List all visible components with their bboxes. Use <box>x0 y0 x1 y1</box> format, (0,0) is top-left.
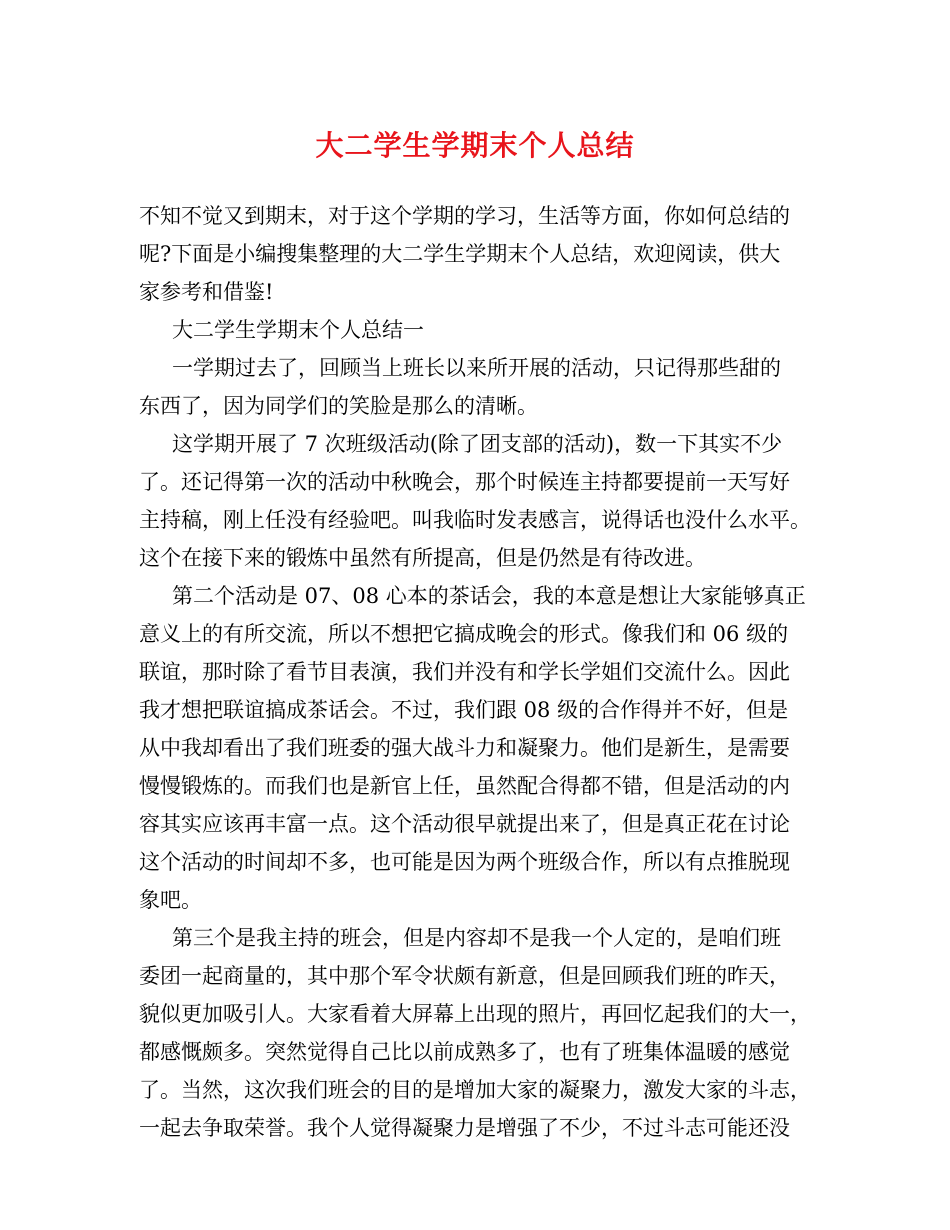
text-line: 慢慢锻炼的。而我们也是新官上任，虽然配合得都不错，但是活动的内 <box>139 774 790 798</box>
text-line: 东西了，因为同学们的笑脸是那么的清晰。 <box>139 394 538 418</box>
text-line: 我才想把联谊搞成茶话会。不过，我们跟 08 级的合作得并不好，但是 <box>139 698 789 722</box>
paragraph <box>139 197 811 311</box>
text-line: 意义上的有所交流，所以不想把它搞成晚会的形式。像我们和 06 级的 <box>139 622 789 646</box>
text-line: 貌似更加吸引人。大家看着大屏幕上出现的照片，再回忆起我们的大一， <box>139 1002 811 1026</box>
text-line: 容其实应该再丰富一点。这个活动很早就提出来了，但是真正花在讨论 <box>139 812 790 836</box>
text-line: 大二学生学期末个人总结一 <box>172 318 424 342</box>
paragraph <box>139 919 811 1147</box>
text-line: 呢?下面是小编搜集整理的大二学生学期末个人总结，欢迎阅读，供大 <box>139 242 781 266</box>
document-body <box>139 197 811 1147</box>
document-title: 大二学生学期末个人总结 <box>315 129 635 162</box>
paragraph <box>139 577 811 919</box>
text-line: 了。还记得第一次的活动中秋晚会，那个时候连主持都要提前一天写好 <box>139 470 790 494</box>
text-line: 从中我却看出了我们班委的强大战斗力和凝聚力。他们是新生，是需要 <box>139 736 790 760</box>
text-line: 第二个活动是 07、08 心本的茶话会，我的本意是想让大家能够真正 <box>172 584 806 608</box>
paragraph <box>139 311 811 349</box>
paragraph <box>139 425 811 577</box>
text-line: 一起去争取荣誉。我个人觉得凝聚力是增强了不少，不过斗志可能还没 <box>139 1116 790 1140</box>
text-line: 家参考和借鉴! <box>139 280 274 304</box>
text-line: 不知不觉又到期末，对于这个学期的学习，生活等方面，你如何总结的 <box>139 204 790 228</box>
text-line: 这学期开展了 7 次班级活动(除了团支部的活动)，数一下其实不少 <box>172 432 783 456</box>
text-line: 了。当然，这次我们班会的目的是增加大家的凝聚力，激发大家的斗志， <box>139 1078 811 1102</box>
text-line: 联谊，那时除了看节目表演，我们并没有和学长学姐们交流什么。因此 <box>139 660 790 684</box>
paragraph <box>139 349 811 425</box>
text-line: 都感慨颇多。突然觉得自己比以前成熟多了，也有了班集体温暖的感觉 <box>139 1040 790 1064</box>
text-line: 一学期过去了，回顾当上班长以来所开展的活动，只记得那些甜的 <box>172 356 781 380</box>
text-line: 第三个是我主持的班会，但是内容却不是我一个人定的，是咱们班 <box>172 926 781 950</box>
text-line: 委团一起商量的，其中那个军令状颇有新意，但是回顾我们班的昨天， <box>139 964 790 988</box>
text-line: 主持稿，刚上任没有经验吧。叫我临时发表感言，说得话也没什么水平。 <box>139 508 811 532</box>
text-line: 这个活动的时间却不多，也可能是因为两个班级合作，所以有点推脱现 <box>139 850 790 874</box>
text-line: 这个在接下来的锻炼中虽然有所提高，但是仍然是有待改进。 <box>139 546 706 570</box>
text-line: 象吧。 <box>139 888 202 912</box>
